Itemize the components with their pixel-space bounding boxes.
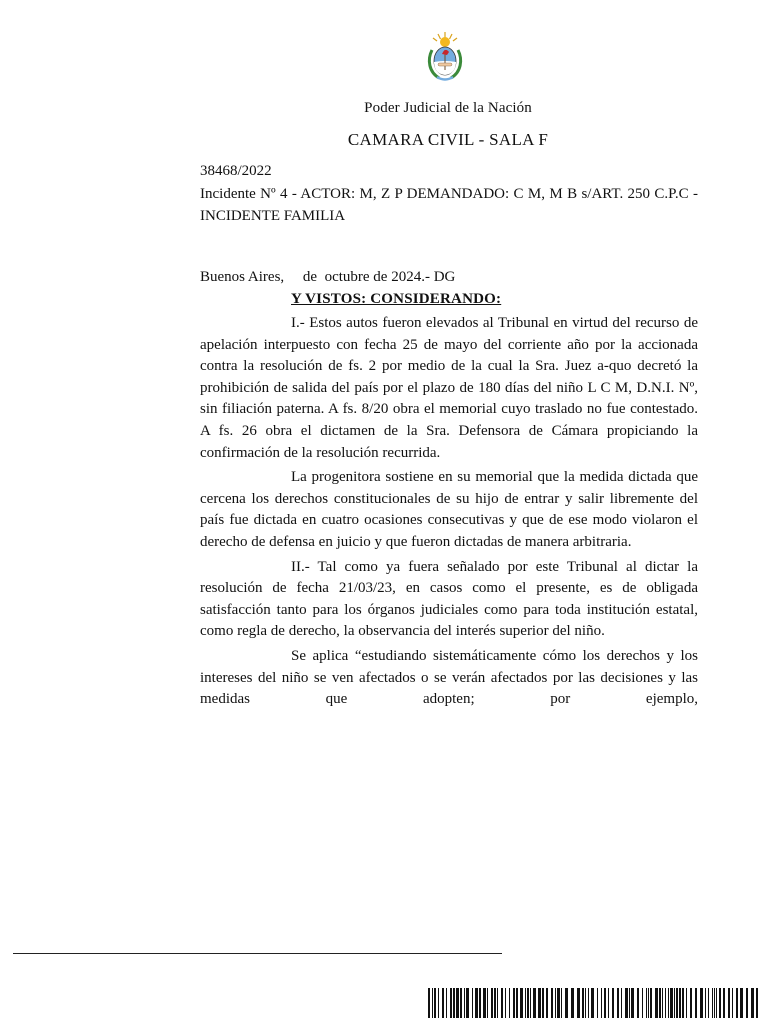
case-number: 38468/2022 xyxy=(200,163,272,179)
barcode-bar xyxy=(432,988,433,1018)
barcode-bar xyxy=(719,988,721,1018)
barcode-bar xyxy=(714,988,715,1018)
barcode-bar xyxy=(588,988,589,1018)
barcode-bar xyxy=(740,988,743,1018)
barcode-bar xyxy=(608,988,609,1018)
paragraph: Se aplica “estudiando sistemáticamente cómo los derechos y los intereses del niño se ven afectados o se verán afectados por las decisiones y las medidas que adopten; por ejemplo, xyxy=(200,647,698,708)
barcode-bar xyxy=(676,988,678,1018)
paragraph: I.- Estos autos fueron elevados al Tribunal en virtud del recurso de apelación interpuesto con fecha 25 de mayo del corriente año por la accionada contra la resolución de fs. 2 por medio de la cual la Sra. Juez a-quo decretó la prohibición de salida del país por el plazo de 180 días del niño L C M, D.N.I. Nº, sin filiación paterna. A fs. 8/20 obra el memorial cuyo traslado no fue contestado. A fs. 26 obra el dictamen de la Sra. Defensora de Cámara propiciando la confirmación de la resolución recurrida. xyxy=(200,315,698,461)
barcode-bar xyxy=(612,988,614,1018)
barcode-bar xyxy=(460,988,462,1018)
barcode-bar xyxy=(565,988,568,1018)
barcode-bar xyxy=(551,988,553,1018)
barcode-bar xyxy=(509,988,510,1018)
barcode-bar xyxy=(428,988,430,1018)
barcode-bar xyxy=(571,988,574,1018)
barcode-bar xyxy=(682,988,684,1018)
barcode-bar xyxy=(700,988,703,1018)
body-text xyxy=(200,313,698,714)
barcode-bar xyxy=(525,988,526,1018)
barcode-bar xyxy=(648,988,649,1018)
barcode-bar xyxy=(530,988,531,1018)
barcode-bar xyxy=(585,988,586,1018)
barcode-bar xyxy=(637,988,639,1018)
barcode-bar xyxy=(679,988,681,1018)
case-title: Incidente Nº 4 - ACTOR: M, Z P DEMANDADO: C M, M B s/ART. 250 C.P.C - INCIDENTE FAMILIA xyxy=(200,186,698,224)
court-name: Poder Judicial de la Nación xyxy=(364,100,532,116)
paragraph: II.- Tal como ya fuera señalado por este Tribunal al dictar la resolución de fecha 21/03/23, en casos como el presente, es de obligada satisfacción tanto para los órganos judiciales como para toda institución estatal, como regla de derecho, la observancia del interés superior del niño. xyxy=(200,558,698,640)
barcode-bar xyxy=(442,988,444,1018)
barcode-bar xyxy=(646,988,647,1018)
barcode-bar xyxy=(716,988,717,1018)
barcode-bar xyxy=(487,988,488,1018)
barcode-bar xyxy=(712,988,713,1018)
chamber-name: CAMARA CIVIL - SALA F xyxy=(347,130,549,149)
barcode-bar xyxy=(542,988,544,1018)
barcode-bar xyxy=(434,988,436,1018)
barcode-bar xyxy=(728,988,730,1018)
barcode-bar xyxy=(746,988,748,1018)
barcode-bar xyxy=(561,988,562,1018)
barcode-bar xyxy=(501,988,503,1018)
barcode-bar xyxy=(450,988,452,1018)
barcode-bar xyxy=(723,988,725,1018)
barcode-bar xyxy=(577,988,580,1018)
barcode-bar xyxy=(732,988,733,1018)
barcode-bar xyxy=(659,988,661,1018)
barcode-bar xyxy=(705,988,706,1018)
barcode-bar xyxy=(621,988,622,1018)
barcode-bar xyxy=(631,988,634,1018)
barcode-bar xyxy=(591,988,594,1018)
barcode-bar xyxy=(464,988,465,1018)
barcode-bar xyxy=(456,988,459,1018)
barcode-bar xyxy=(491,988,493,1018)
barcode-bar xyxy=(670,988,673,1018)
barcode-bar xyxy=(601,988,602,1018)
barcode-bar xyxy=(662,988,663,1018)
barcode-bar xyxy=(736,988,738,1018)
barcode-bar xyxy=(686,988,687,1018)
barcode-bar xyxy=(483,988,486,1018)
barcode-bar xyxy=(665,988,666,1018)
barcode-bar xyxy=(538,988,541,1018)
barcode-bar xyxy=(650,988,652,1018)
barcode-bar xyxy=(642,988,643,1018)
barcode-bar xyxy=(625,988,628,1018)
barcode-bar xyxy=(655,988,658,1018)
barcode-bar xyxy=(708,988,709,1018)
barcode-bar xyxy=(475,988,478,1018)
argentine-coat-of-arms-icon xyxy=(425,30,465,84)
dateline: Buenos Aires, de octubre de 2024.- DG xyxy=(200,269,456,285)
barcode-bar xyxy=(546,988,548,1018)
barcode-bar xyxy=(472,988,473,1018)
section-heading: Y VISTOS: CONSIDERANDO: xyxy=(291,291,502,307)
barcode xyxy=(428,988,760,1018)
barcode-bar xyxy=(479,988,481,1018)
barcode-bar xyxy=(527,988,529,1018)
barcode-bar xyxy=(446,988,447,1018)
barcode-bar xyxy=(555,988,556,1018)
barcode-bar xyxy=(629,988,630,1018)
barcode-bar xyxy=(597,988,598,1018)
barcode-bar xyxy=(438,988,439,1018)
barcode-bar xyxy=(520,988,523,1018)
barcode-bar xyxy=(604,988,606,1018)
barcode-bar xyxy=(505,988,506,1018)
barcode-bar xyxy=(453,988,455,1018)
barcode-bar xyxy=(668,988,669,1018)
barcode-bar xyxy=(617,988,619,1018)
paragraph: La progenitora sostiene en su memorial que la medida dictada que cercena los derechos constitucionales de su hijo de entrar y salir libremente del país fue dictada en cuatro ocasiones consecutivas y que de ese modo violaron el derecho de defensa en juicio y que fueron dictadas de manera arbitraria. xyxy=(200,469,698,550)
barcode-bar xyxy=(494,988,496,1018)
barcode-bar xyxy=(582,988,584,1018)
barcode-bar xyxy=(751,988,754,1018)
barcode-bar xyxy=(690,988,692,1018)
barcode-bar xyxy=(695,988,697,1018)
barcode-bar xyxy=(756,988,758,1018)
barcode-bar xyxy=(674,988,675,1018)
footnote-divider xyxy=(13,953,502,954)
barcode-bar xyxy=(516,988,518,1018)
barcode-bar xyxy=(533,988,536,1018)
barcode-bar xyxy=(497,988,498,1018)
barcode-bar xyxy=(557,988,560,1018)
barcode-bar xyxy=(513,988,515,1018)
barcode-bar xyxy=(466,988,469,1018)
